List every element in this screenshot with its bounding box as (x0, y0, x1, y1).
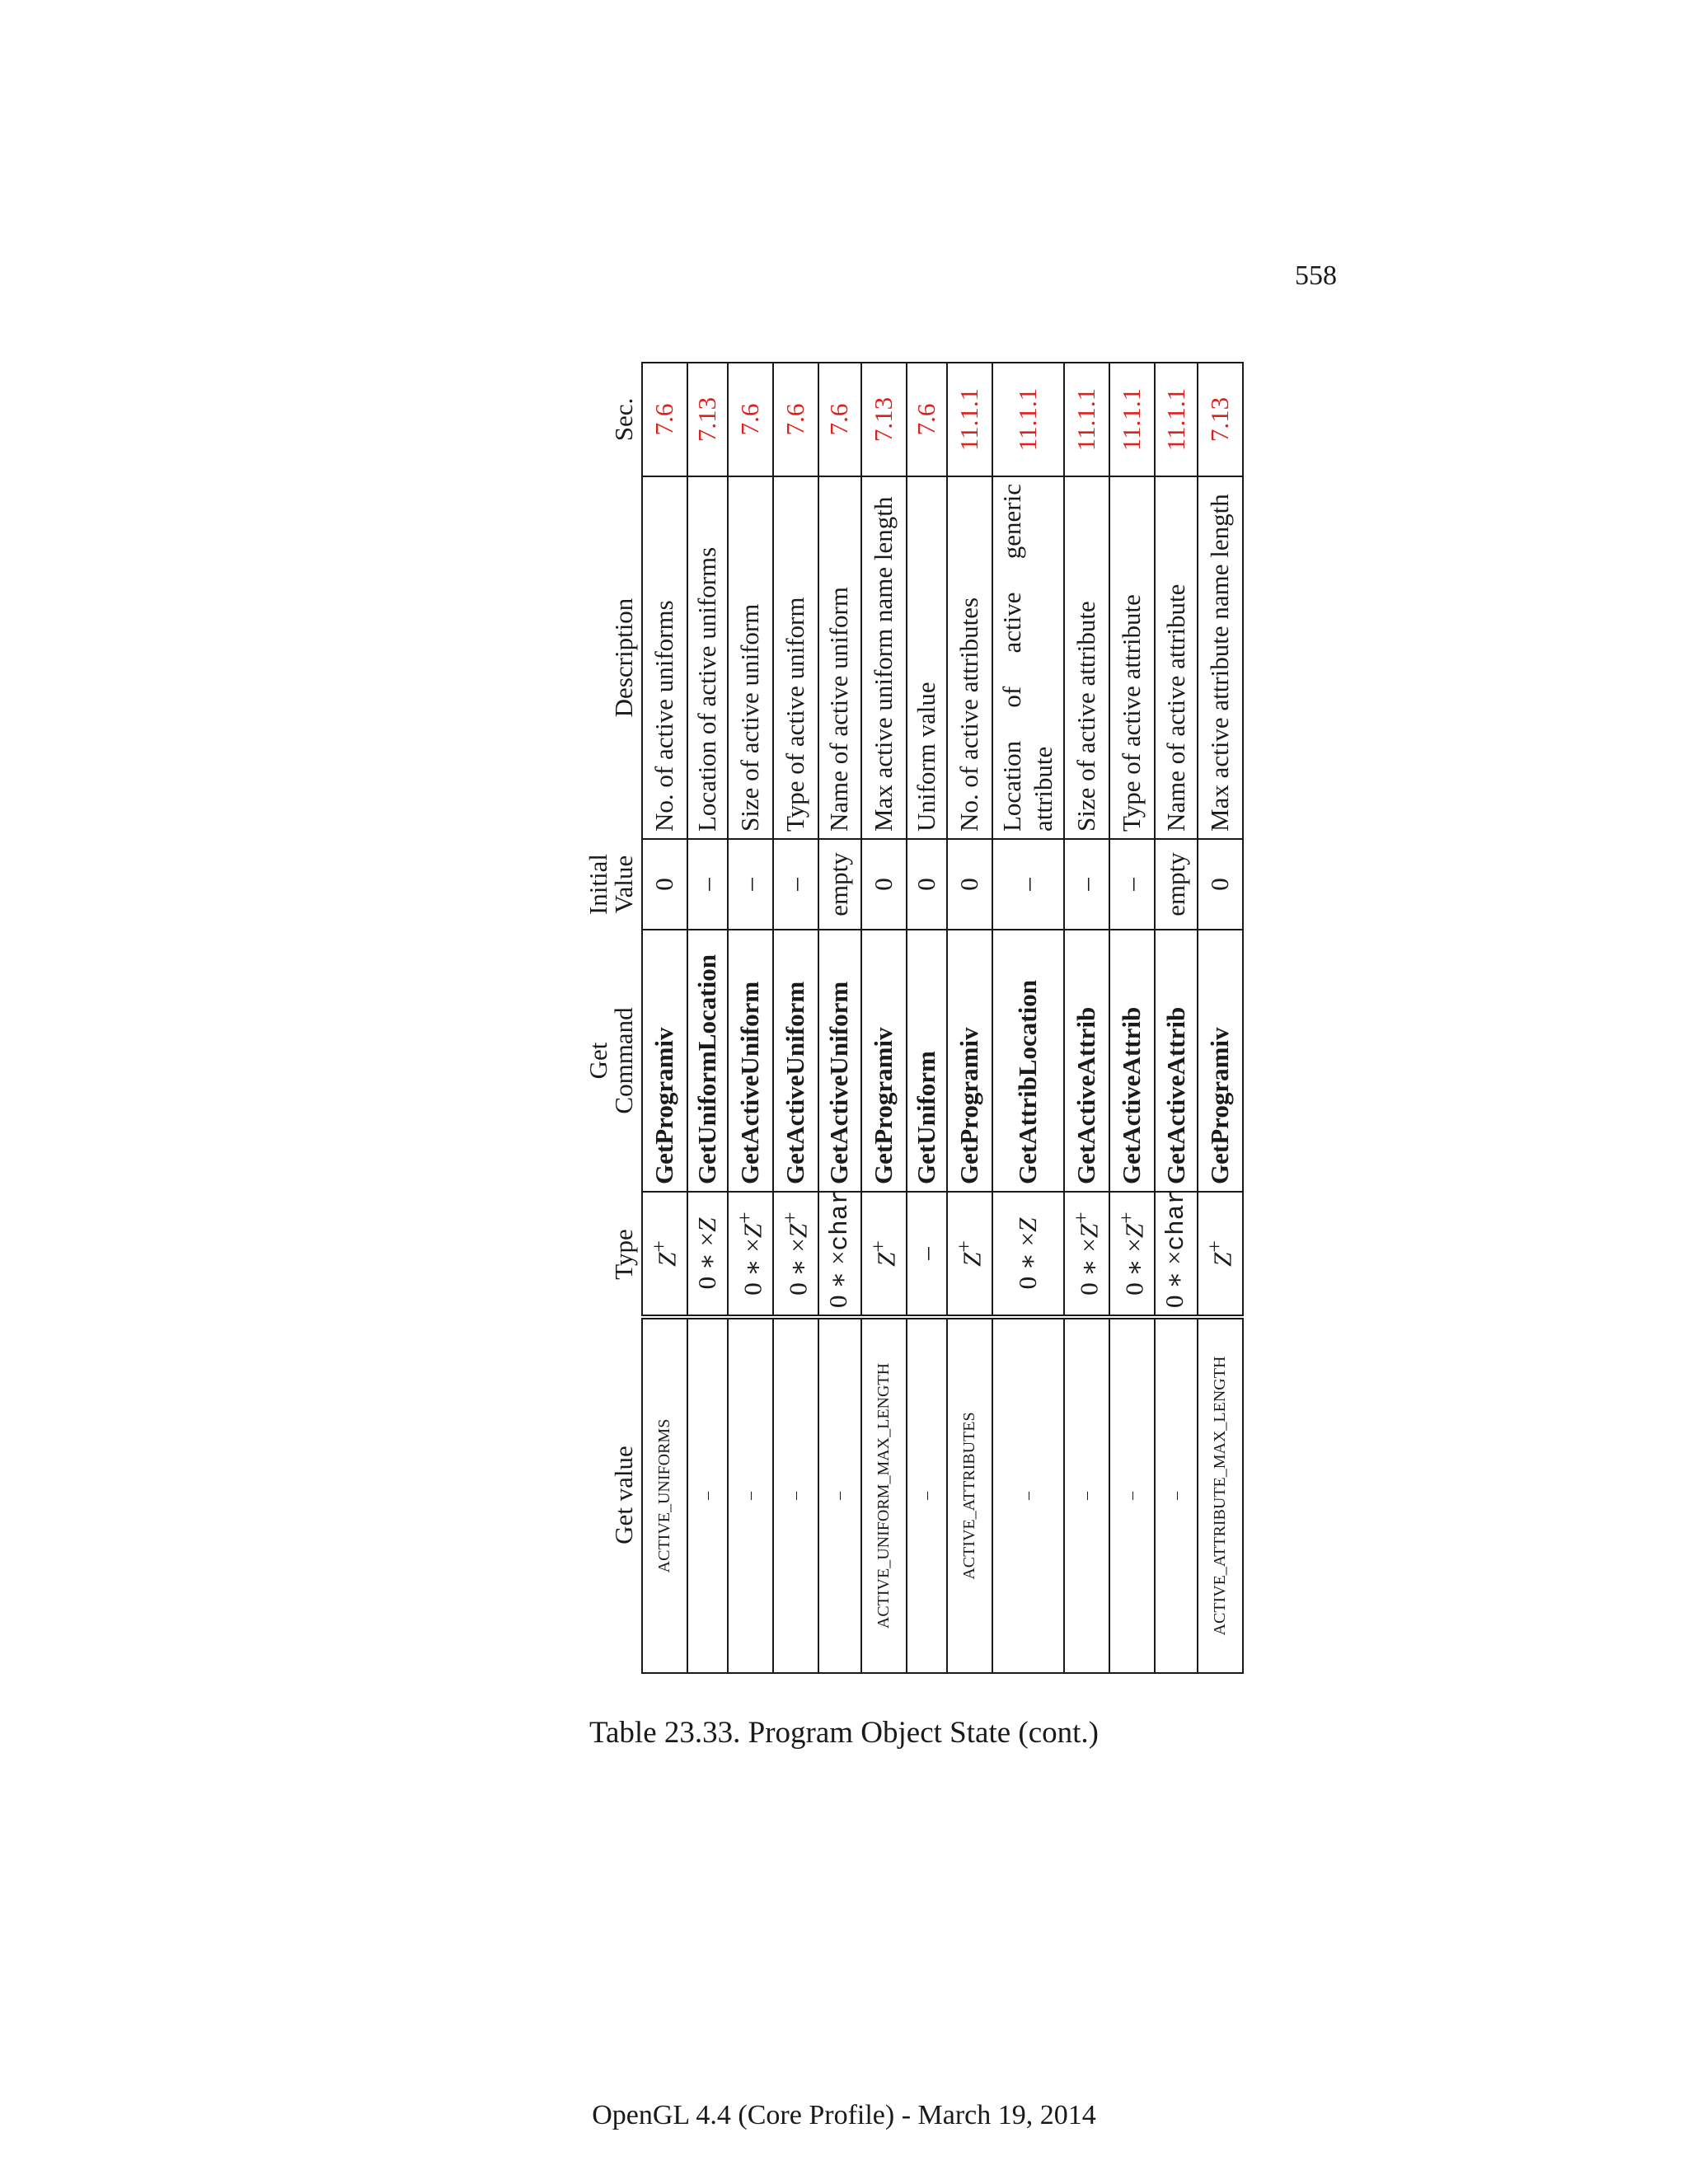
table-row (992, 363, 1065, 1673)
cell-get-command: GetActiveUniform (773, 930, 818, 1192)
cell-section-link[interactable]: 7.13 (687, 363, 728, 476)
cell-description: No. of active attributes (947, 476, 992, 839)
cell-initial-value: empty (818, 839, 861, 930)
header-initial-line1: Initial (584, 853, 612, 916)
cell-type: – (907, 1192, 947, 1317)
table-row (1064, 363, 1109, 1673)
cell-section-link[interactable]: 7.13 (1198, 363, 1243, 476)
cell-initial-value: – (773, 839, 818, 930)
cell-get-command: GetProgramiv (947, 930, 992, 1192)
cell-section-link[interactable]: 7.6 (818, 363, 861, 476)
cell-get-command: GetActiveAttrib (1064, 930, 1109, 1192)
header-get-value: Get value (609, 1446, 638, 1544)
cell-get-command: GetActiveAttrib (1155, 930, 1198, 1192)
cell-get-command: GetProgramiv (861, 930, 907, 1192)
cell-initial-value: – (992, 839, 1065, 930)
cell-type: Z+ (947, 1192, 992, 1317)
cell-get-command: GetActiveAttrib (1109, 930, 1155, 1192)
cell-initial-value: 0 (907, 839, 947, 930)
cell-type: 0 ∗ ×Z (687, 1192, 728, 1317)
table-caption: Table 23.33. Program Object State (cont.) (588, 1716, 1099, 1750)
header-description: Description (609, 598, 638, 718)
cell-type: 0 ∗ ×Z (992, 1192, 1065, 1317)
program-object-state-table (580, 362, 1244, 1674)
cell-get-command: GetActiveUniform (818, 930, 861, 1192)
cell-type: 0 ∗ ×Z+ (1064, 1192, 1109, 1317)
table-row (818, 363, 861, 1673)
cell-initial-value: 0 (947, 839, 992, 930)
cell-get-command: GetProgramiv (642, 930, 687, 1192)
cell-description: Type of active uniform (773, 476, 818, 839)
cell-get-command: GetUniformLocation (687, 930, 728, 1192)
cell-type: Z+ (861, 1192, 907, 1317)
header-get-command-line1: Get (584, 1042, 612, 1080)
cell-section-link[interactable]: 7.6 (907, 363, 947, 476)
cell-section-link[interactable]: 7.6 (773, 363, 818, 476)
cell-description: Location of active uniforms (687, 476, 728, 839)
cell-get-value: ACTIVE_UNIFORMS (642, 1317, 687, 1673)
cell-initial-value: empty (1155, 839, 1198, 930)
cell-get-value: ACTIVE_UNIFORM_MAX_LENGTH (861, 1317, 907, 1673)
table-row (773, 363, 818, 1673)
cell-get-value: – (818, 1317, 861, 1673)
cell-get-value: ACTIVE_ATTRIBUTE_MAX_LENGTH (1198, 1317, 1243, 1673)
cell-type: Z+ (642, 1192, 687, 1317)
cell-initial-value: 0 (861, 839, 907, 930)
cell-get-command: GetAttribLocation (992, 930, 1065, 1192)
cell-section-link[interactable]: 7.13 (861, 363, 907, 476)
header-type: Type (609, 1229, 638, 1280)
cell-section-link[interactable]: 11.1.1 (1109, 363, 1155, 476)
cell-description: Max active attribute name length (1198, 476, 1243, 839)
cell-get-value: – (728, 1317, 773, 1673)
cell-get-value: ACTIVE_ATTRIBUTES (947, 1317, 992, 1673)
table-row (861, 363, 907, 1673)
cell-type: 0 ∗ ×Z+ (1109, 1192, 1155, 1317)
rotated-table-area (580, 363, 1237, 1674)
table-row (1155, 363, 1198, 1673)
table-body (642, 363, 1243, 1673)
cell-get-command: GetUniform (907, 930, 947, 1192)
cell-get-value: – (773, 1317, 818, 1673)
cell-description: Uniform value (907, 476, 947, 839)
cell-initial-value: – (1109, 839, 1155, 930)
cell-description: Name of active uniform (818, 476, 861, 839)
header-get-command (580, 930, 642, 1192)
page-number: 558 (1295, 260, 1337, 291)
cell-get-value: – (1109, 1317, 1155, 1673)
cell-description: Name of active attribute (1155, 476, 1198, 839)
header-initial-line2: Value (609, 855, 638, 914)
cell-description: Size of active attribute (1064, 476, 1109, 839)
cell-initial-value: – (1064, 839, 1109, 930)
cell-type: 0 ∗ ×Z+ (773, 1192, 818, 1317)
cell-section-link[interactable]: 7.6 (728, 363, 773, 476)
cell-initial-value: 0 (1198, 839, 1243, 930)
cell-initial-value: – (687, 839, 728, 930)
header-get-command-line2: Command (609, 1007, 638, 1114)
cell-get-value: – (1064, 1317, 1109, 1673)
cell-description: Location of active generic attribute (992, 476, 1065, 839)
cell-section-link[interactable]: 11.1.1 (947, 363, 992, 476)
header-sec: Sec. (609, 397, 638, 442)
table-row (947, 363, 992, 1673)
cell-get-value: – (1155, 1317, 1198, 1673)
cell-type: 0 ∗ ×char (818, 1192, 861, 1317)
page-footer: OpenGL 4.4 (Core Profile) - March 19, 2014 (592, 2100, 1096, 2130)
cell-type: 0 ∗ ×char (1155, 1192, 1198, 1317)
cell-get-command: GetProgramiv (1198, 930, 1243, 1192)
cell-description: Type of active attribute (1109, 476, 1155, 839)
cell-section-link[interactable]: 7.6 (642, 363, 687, 476)
table-row (642, 363, 687, 1673)
table-header-row (580, 363, 642, 1673)
cell-section-link[interactable]: 11.1.1 (1155, 363, 1198, 476)
table-row (687, 363, 728, 1673)
cell-get-value: – (907, 1317, 947, 1673)
header-initial-value (580, 839, 642, 930)
table-row (907, 363, 947, 1673)
cell-initial-value: – (728, 839, 773, 930)
cell-get-value: – (687, 1317, 728, 1673)
cell-type: 0 ∗ ×Z+ (728, 1192, 773, 1317)
cell-description: No. of active uniforms (642, 476, 687, 839)
cell-type: Z+ (1198, 1192, 1243, 1317)
cell-description: Size of active uniform (728, 476, 773, 839)
table-row (1109, 363, 1155, 1673)
rotated-table-container (580, 363, 1237, 1674)
cell-section-link[interactable]: 11.1.1 (1064, 363, 1109, 476)
cell-get-command: GetActiveUniform (728, 930, 773, 1192)
cell-get-value: – (992, 1317, 1065, 1673)
cell-section-link[interactable]: 11.1.1 (992, 363, 1065, 476)
table-row (1198, 363, 1243, 1673)
cell-initial-value: 0 (642, 839, 687, 930)
table-row (728, 363, 773, 1673)
cell-description: Max active uniform name length (861, 476, 907, 839)
